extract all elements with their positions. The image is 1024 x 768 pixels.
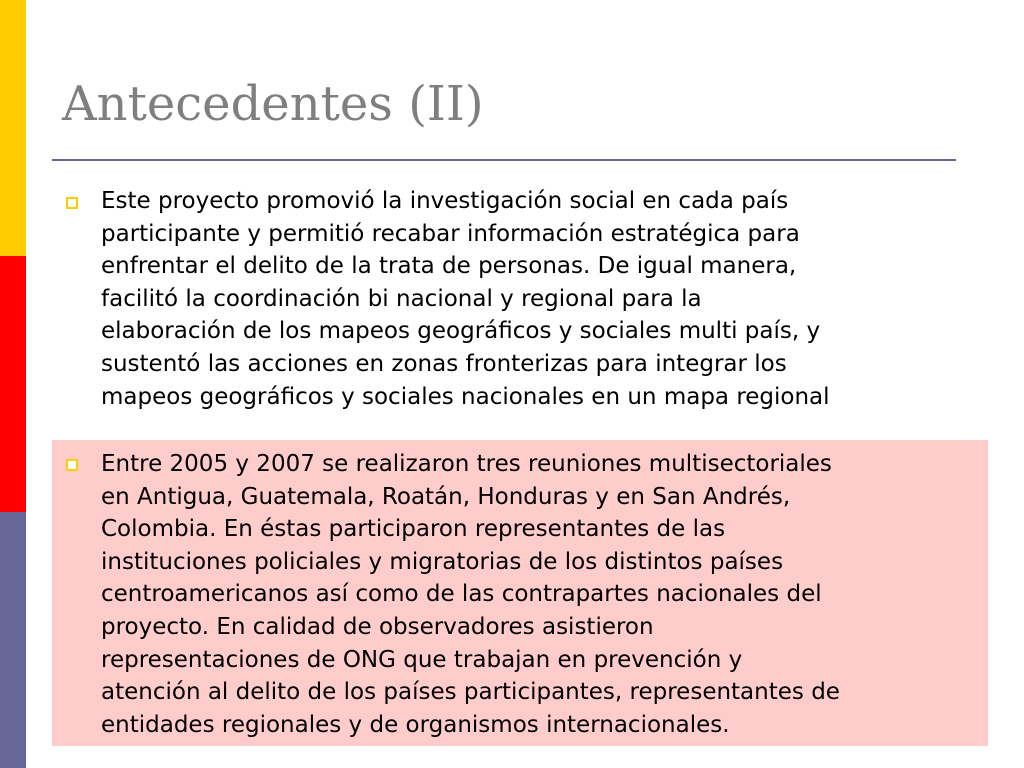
left-stripe-red xyxy=(0,256,26,512)
left-stripe-blue xyxy=(0,512,26,768)
bullet-text: Entre 2005 y 2007 se realizaron tres reuniones multisectoriales en Antigua, Guatemala, Roatán, Honduras y en San Andrés, Colombia. En éstas participaron representantes de las instituciones policiales y migratorias de los distintos países centroamericanos así como de las contrapartes nacionales del proyecto. En calidad de observadores asistieron representaciones de ONG que trabajan en prevención y atención al delito de los países participantes, representantes de entidades regionales y de organismos internacionales. xyxy=(101,451,840,738)
left-stripe-yellow xyxy=(0,0,26,256)
square-bullet-icon xyxy=(66,197,78,209)
bullet-text: Este proyecto promovió la investigación social en cada país participante y permitió recabar información estratégica para enfrentar el delito de la trata de personas. De igual manera, facilitó la coordinación bi nacional y regional para la elaboración de los mapeos geográficos y sociales multi país, y sustentó las acciones en zonas fronterizas para integrar los mapeos geográficos y sociales nacionales en un mapa regional xyxy=(101,188,830,410)
slide-title: Antecedentes (II) xyxy=(62,76,484,132)
title-underline xyxy=(52,159,956,161)
bullet-item-project xyxy=(52,184,988,418)
bullet-item-meetings xyxy=(52,440,988,746)
square-bullet-icon xyxy=(66,459,78,471)
